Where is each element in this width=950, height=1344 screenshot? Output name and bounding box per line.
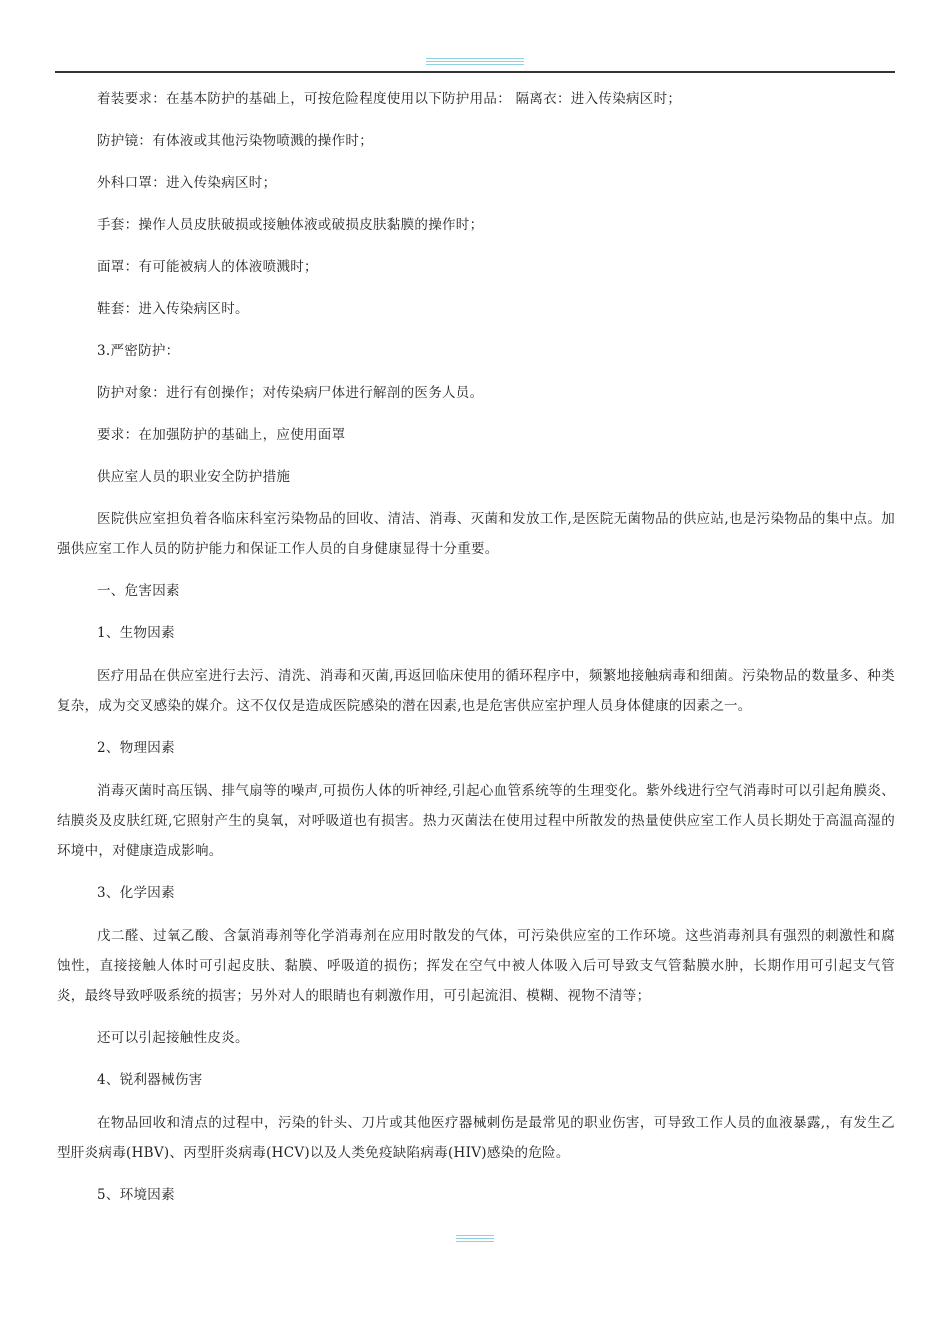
paragraph: 医院供应室担负着各临床科室污染物品的回收、清洁、消毒、灭菌和发放工作,是医院无菌物品的供应站,也是污染物品的集中点。加强供应室工作人员的防护能力和保证工作人员的自身健康显得十分重要。 — [57, 511, 895, 557]
header-decoration — [426, 58, 524, 65]
section-heading: 5、环境因素 — [97, 1187, 175, 1203]
paragraph: 防护对象：进行有创操作；对传染病尸体进行解剖的医务人员。 — [97, 385, 484, 401]
section-heading: 一、危害因素 — [97, 583, 180, 599]
section-heading: 4、锐利器械伤害 — [97, 1072, 203, 1088]
section-heading: 1、生物因素 — [97, 625, 175, 641]
section-heading: 3.严密防护： — [97, 343, 180, 359]
paragraph: 要求：在加强防护的基础上，应使用面罩 — [97, 427, 346, 443]
paragraph: 鞋套：进入传染病区时。 — [97, 301, 249, 317]
section-heading: 2、物理因素 — [97, 740, 175, 756]
paragraph: 戊二醛、过氧乙酸、含氯消毒剂等化学消毒剂在应用时散发的气体，可污染供应室的工作环境。这些消毒剂具有强烈的刺激性和腐蚀性，直接接触人体时可引起皮肤、黏膜、呼吸道的损伤；挥发在空气中被人体吸入后可导致支气管黏膜水肿，长期作用可引起支气管炎，最终导致呼吸系统的损害；另外对人的眼睛也有刺激作用，可引起流泪、模糊、视物不清等； — [57, 928, 895, 1004]
document-body — [57, 84, 895, 1210]
paragraph: 防护镜：有体液或其他污染物喷溅的操作时； — [97, 133, 373, 149]
paragraph: 医疗用品在供应室进行去污、清洗、消毒和灭菌,再返回临床使用的循环程序中，频繁地接触病毒和细菌。污染物品的数量多、种类复杂，成为交叉感染的媒介。这不仅仅是造成医院感染的潜在因素,也是危害供应室护理人员身体健康的因素之一。 — [57, 668, 895, 714]
section-heading: 供应室人员的职业安全防护措施 — [97, 469, 291, 485]
paragraph: 还可以引起接触性皮炎。 — [97, 1030, 249, 1046]
paragraph: 消毒灭菌时高压锅、排气扇等的噪声,可损伤人体的听神经,引起心血管系统等的生理变化。紫外线进行空气消毒时可以引起角膜炎、结膜炎及皮肤红斑,它照射产生的臭氧，对呼吸道也有损害。热力灭菌法在使用过程中所散发的热量使供应室工作人员长期处于高温高湿的环境中，对健康造成影响。 — [57, 783, 895, 859]
paragraph: 手套：操作人员皮肤破损或接触体液或破损皮肤黏膜的操作时； — [97, 217, 484, 233]
paragraph: 面罩：有可能被病人的体液喷溅时； — [97, 259, 318, 275]
paragraph: 在物品回收和清点的过程中，污染的针头、刀片或其他医疗器械刺伤是最常见的职业伤害，可导致工作人员的血液暴露,，有发生乙型肝炎病毒(HBV)、丙型肝炎病毒(HCV)以及人类免疫缺陷病毒(HIV)感染的危险。 — [57, 1115, 895, 1161]
paragraph: 着装要求：在基本防护的基础上，可按危险程度使用以下防护用品： 隔离衣：进入传染病区时； — [97, 91, 682, 107]
header-rule — [55, 71, 895, 73]
section-heading: 3、化学因素 — [97, 885, 175, 901]
paragraph: 外科口罩：进入传染病区时； — [97, 175, 277, 191]
footer-decoration — [456, 1235, 494, 1243]
